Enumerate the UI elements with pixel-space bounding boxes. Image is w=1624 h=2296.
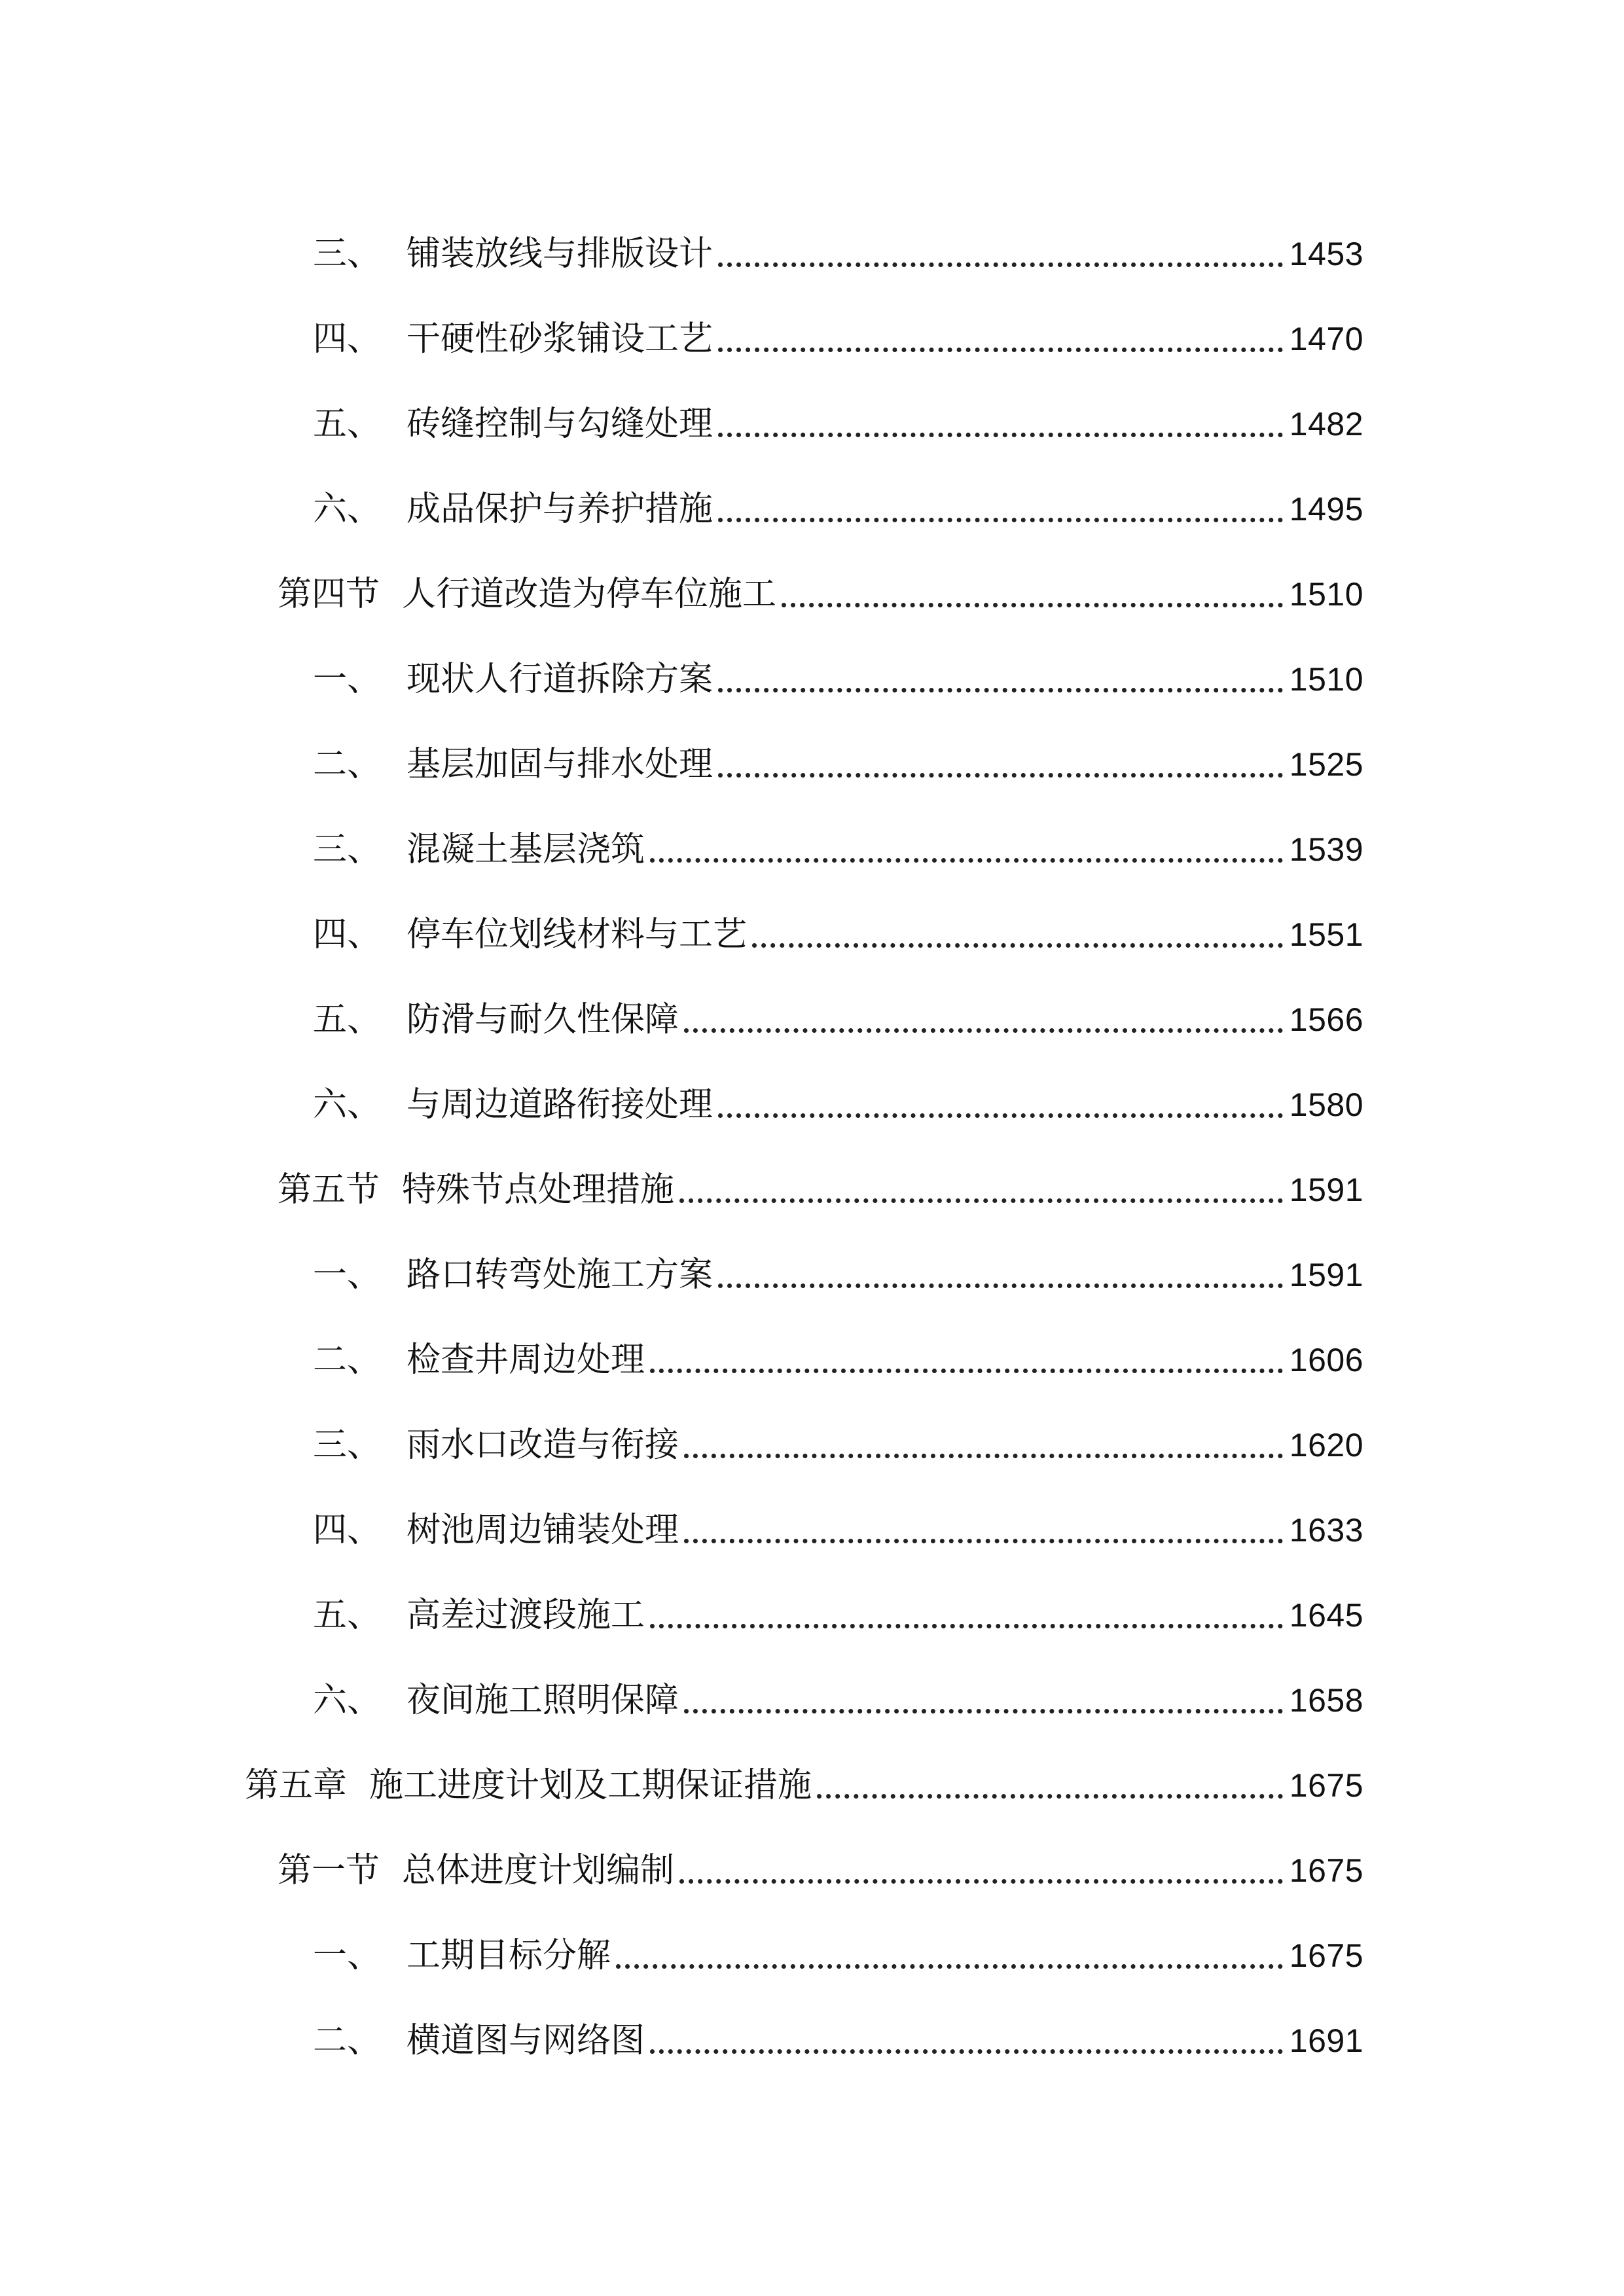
toc-entry-marker: 一、	[313, 1936, 382, 1975]
toc-entry[interactable]	[278, 1820, 1363, 1892]
toc-entry-marker: 一、	[313, 1255, 382, 1295]
dot-leader	[684, 1424, 1283, 1466]
toc-entry-marker: 第五章	[245, 1766, 348, 1805]
toc-entry[interactable]	[313, 1479, 1363, 1551]
toc-entry[interactable]	[313, 969, 1363, 1041]
toc-entry-page-number: 1691	[1289, 2022, 1363, 2059]
toc-entry-page-number: 1675	[1289, 1767, 1363, 1804]
toc-entry-page-number: 1525	[1289, 746, 1363, 783]
toc-entry-title: 特殊节点处理措施	[402, 1170, 675, 1210]
toc-entry[interactable]	[313, 713, 1363, 785]
dot-leader	[718, 744, 1283, 785]
toc-entry-title: 横道图与网络图	[406, 2021, 645, 2060]
dot-leader	[684, 1509, 1283, 1551]
toc-entry-page-number: 1495	[1289, 491, 1363, 528]
toc-entry-page-number: 1510	[1289, 661, 1363, 698]
toc-entry-marker: 四、	[313, 319, 382, 359]
toc-entry-title: 工期目标分解	[406, 1936, 611, 1975]
toc-entry-title: 雨水口改造与衔接	[406, 1426, 679, 1465]
toc-entry[interactable]	[313, 1649, 1363, 1721]
dot-leader	[650, 1594, 1283, 1636]
dot-leader	[650, 1339, 1283, 1381]
toc-entry-title: 高差过渡段施工	[406, 1596, 645, 1635]
toc-entry[interactable]	[313, 798, 1363, 870]
toc-entry-marker: 第五节	[278, 1170, 380, 1210]
toc-entry-marker: 第四节	[278, 575, 380, 614]
toc-entry-marker: 二、	[313, 745, 382, 784]
toc-entry-title: 现状人行道拆除方案	[406, 660, 713, 699]
toc-entry-title: 路口转弯处施工方案	[406, 1255, 713, 1295]
toc-entry-page-number: 1566	[1289, 1001, 1363, 1038]
dot-leader	[718, 1084, 1283, 1126]
dot-leader	[718, 488, 1283, 530]
toc-entry-page-number: 1580	[1289, 1086, 1363, 1123]
toc-entry[interactable]	[278, 1139, 1363, 1211]
toc-entry-marker: 第一节	[278, 1851, 380, 1890]
toc-entry[interactable]	[313, 288, 1363, 360]
toc-entry-marker: 四、	[313, 1511, 382, 1550]
toc-entry-page-number: 1591	[1289, 1172, 1363, 1208]
toc-entry-title: 停车位划线材料与工艺	[406, 915, 748, 954]
toc-entry-marker: 三、	[313, 1426, 382, 1465]
toc-entry-marker: 三、	[313, 234, 382, 274]
toc-entry[interactable]	[313, 884, 1363, 956]
toc-entry-page-number: 1453	[1289, 236, 1363, 272]
toc-entry-page-number: 1620	[1289, 1427, 1363, 1463]
toc-entry[interactable]	[313, 1309, 1363, 1381]
toc-entry-page-number: 1658	[1289, 1682, 1363, 1719]
toc-entry[interactable]	[313, 203, 1363, 275]
dot-leader	[650, 2020, 1283, 2062]
toc-entry-page-number: 1606	[1289, 1342, 1363, 1378]
toc-entry-title: 总体进度计划编制	[402, 1851, 675, 1890]
toc-entry[interactable]	[313, 1224, 1363, 1296]
toc-entry-title: 混凝土基层浇筑	[406, 830, 645, 869]
toc-entry[interactable]	[313, 1564, 1363, 1636]
dot-leader	[817, 1765, 1283, 1806]
toc-entry-title: 基层加固与排水处理	[406, 745, 713, 784]
toc-entry[interactable]	[313, 1905, 1363, 1977]
dot-leader	[684, 1679, 1283, 1721]
dot-leader	[752, 914, 1283, 956]
dot-leader	[718, 233, 1283, 275]
toc-entry-title: 干硬性砂浆铺设工艺	[406, 319, 713, 359]
toc-entry-page-number: 1470	[1289, 321, 1363, 357]
dot-leader	[782, 573, 1283, 615]
dot-leader	[616, 1935, 1283, 1977]
dot-leader	[718, 403, 1283, 445]
toc-entry-marker: 五、	[313, 404, 382, 444]
toc-entry-marker: 二、	[313, 2021, 382, 2060]
toc-entry-title: 夜间施工照明保障	[406, 1681, 679, 1720]
toc-entry-page-number: 1591	[1289, 1257, 1363, 1293]
dot-leader	[650, 829, 1283, 870]
toc-entry[interactable]	[313, 1054, 1363, 1126]
toc-entry-marker: 二、	[313, 1340, 382, 1380]
toc-entry-title: 树池周边铺装处理	[406, 1511, 679, 1550]
toc-entry-page-number: 1675	[1289, 1852, 1363, 1889]
toc-entry-title: 铺装放线与排版设计	[406, 234, 713, 274]
toc-entry-title: 防滑与耐久性保障	[406, 1000, 679, 1039]
toc-entry-page-number: 1633	[1289, 1512, 1363, 1549]
toc-entry[interactable]	[245, 1734, 1363, 1806]
toc-entry-page-number: 1539	[1289, 831, 1363, 868]
toc-entry-marker: 三、	[313, 830, 382, 869]
toc-entry-marker: 六、	[313, 1681, 382, 1720]
toc-entry[interactable]	[313, 1990, 1363, 2062]
toc-entry[interactable]	[313, 458, 1363, 530]
toc-entry-marker: 六、	[313, 1085, 382, 1124]
dot-leader	[718, 318, 1283, 360]
toc-entry-title: 施工进度计划及工期保证措施	[369, 1766, 812, 1805]
dot-leader	[718, 658, 1283, 700]
dot-leader	[679, 1169, 1283, 1211]
toc-entry[interactable]	[278, 543, 1363, 615]
toc-entry-marker: 一、	[313, 660, 382, 699]
toc-entry-marker: 六、	[313, 490, 382, 529]
toc-entry-marker: 五、	[313, 1596, 382, 1635]
toc-entry-marker: 五、	[313, 1000, 382, 1039]
toc-entry-marker: 四、	[313, 915, 382, 954]
toc-entry-page-number: 1551	[1289, 916, 1363, 953]
toc-entry-title: 与周边道路衔接处理	[406, 1085, 713, 1124]
toc-entry-page-number: 1510	[1289, 576, 1363, 613]
dot-leader	[684, 999, 1283, 1041]
toc-entry-page-number: 1675	[1289, 1937, 1363, 1974]
toc-entry-title: 检查井周边处理	[406, 1340, 645, 1380]
toc-entry[interactable]	[313, 628, 1363, 700]
toc-entry-title: 成品保护与养护措施	[406, 490, 713, 529]
toc-entry[interactable]	[313, 1394, 1363, 1466]
dot-leader	[718, 1254, 1283, 1296]
toc-entry[interactable]	[313, 373, 1363, 445]
dot-leader	[679, 1850, 1283, 1892]
toc-entry-page-number: 1645	[1289, 1597, 1363, 1634]
toc-entry-title: 人行道改造为停车位施工	[402, 575, 777, 614]
toc-entry-page-number: 1482	[1289, 406, 1363, 442]
toc-entry-title: 砖缝控制与勾缝处理	[406, 404, 713, 444]
